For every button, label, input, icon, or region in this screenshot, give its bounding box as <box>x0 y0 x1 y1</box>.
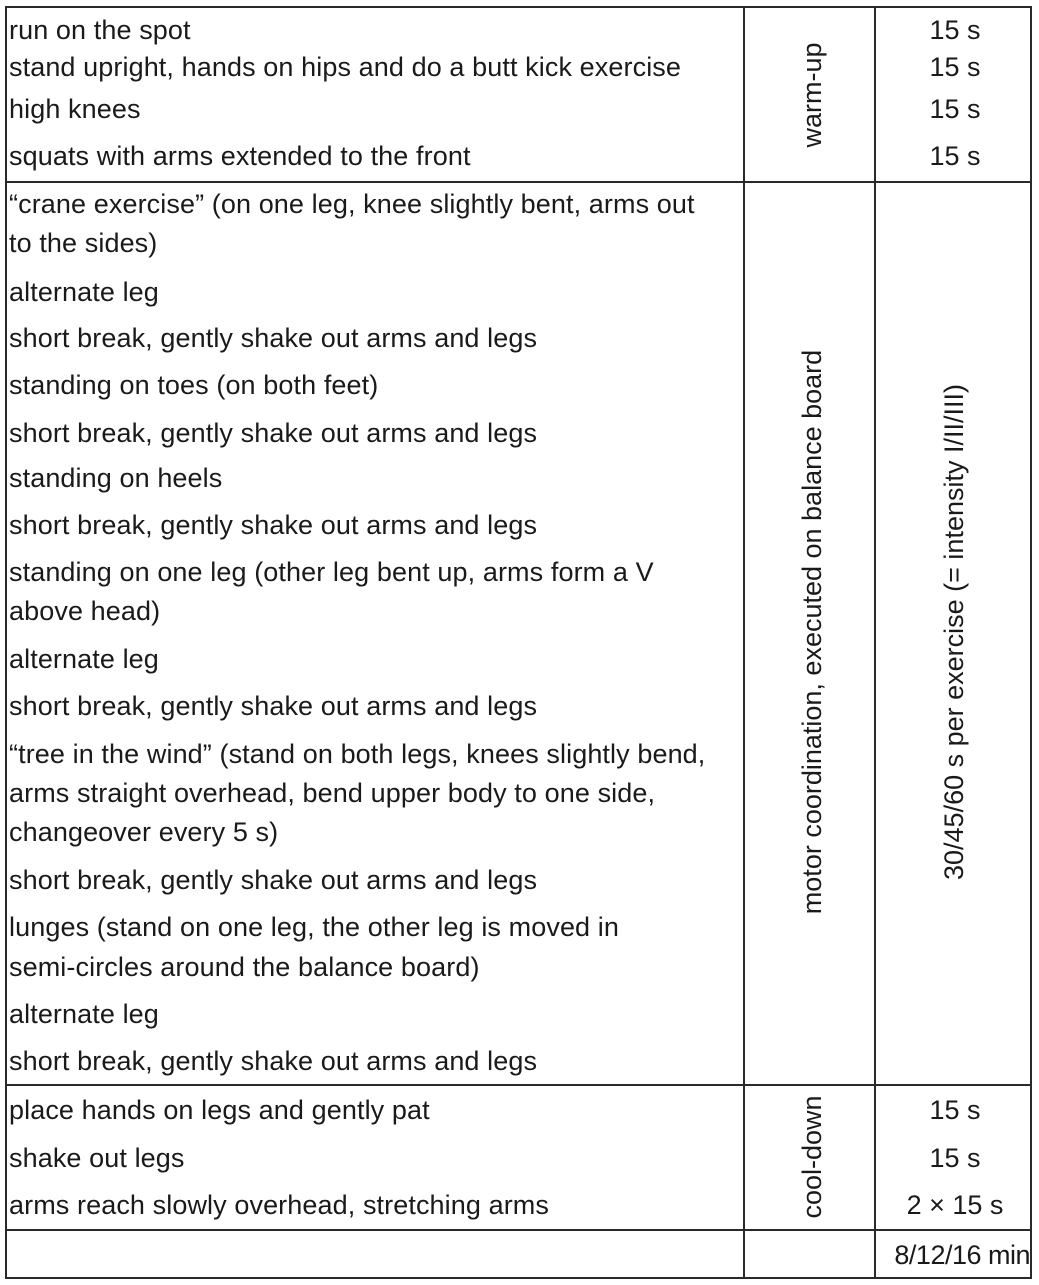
table-row-text: above head) <box>9 596 161 626</box>
table-row-text: short break, gently shake out arms and legs <box>9 510 538 540</box>
duration-label-main: 30/45/60 s per exercise (= intensity I/II/III) <box>939 384 969 880</box>
table-row-duration: 15 s <box>929 94 981 124</box>
table-border-right <box>1030 6 1032 1279</box>
table-row-duration: 15 s <box>929 1143 981 1173</box>
table-row-duration: 15 s <box>929 141 981 171</box>
table-row-text: short break, gently shake out arms and legs <box>9 418 538 448</box>
table-row-text: changeover every 5 s) <box>9 817 279 847</box>
column-divider-phase <box>743 6 745 1279</box>
exercise-table <box>5 6 1032 1279</box>
table-row-text: standing on one leg (other leg bent up, arms form a V <box>9 557 654 587</box>
table-row-text: alternate leg <box>9 277 159 307</box>
table-row-text: lunges (stand on one leg, the other leg is moved in <box>9 912 619 942</box>
table-row-text: short break, gently shake out arms and legs <box>9 323 538 353</box>
table-row-duration: 2 × 15 s <box>906 1190 1004 1220</box>
table-row-text: arms reach slowly overhead, stretching arms <box>9 1190 550 1220</box>
column-divider-duration <box>874 6 876 1279</box>
table-row-text: short break, gently shake out arms and legs <box>9 865 538 895</box>
table-row-text: to the sides) <box>9 228 158 258</box>
section-divider-main <box>5 1084 1032 1086</box>
section-divider-cooldown <box>5 1229 1032 1231</box>
table-row-text: run on the spot <box>9 15 191 45</box>
table-row-text: alternate leg <box>9 644 159 674</box>
table-row-text: arms straight overhead, bend upper body to one side, <box>9 778 656 808</box>
table-border-left <box>5 6 7 1279</box>
table-row-text: alternate leg <box>9 999 159 1029</box>
phase-label-cooldown: cool-down <box>797 1095 827 1219</box>
table-row-text: “crane exercise” (on one leg, knee slightly bent, arms out <box>9 189 695 219</box>
table-row-text: standing on heels <box>9 463 223 493</box>
table-row-text: shake out legs <box>9 1143 185 1173</box>
table-border-bottom <box>5 1277 1032 1279</box>
table-row-duration: 15 s <box>929 52 981 82</box>
table-row-duration: 15 s <box>929 15 981 45</box>
table-row-text: short break, gently shake out arms and legs <box>9 691 538 721</box>
table-row-text: semi-circles around the balance board) <box>9 952 480 982</box>
table-border-top <box>5 6 1032 8</box>
table-row-text: squats with arms extended to the front <box>9 141 471 171</box>
table-row-text: place hands on legs and gently pat <box>9 1095 430 1125</box>
table-row-text: standing on toes (on both feet) <box>9 370 379 400</box>
phase-label-warmup: warm-up <box>797 42 827 148</box>
total-duration: 8/12/16 min <box>894 1240 1030 1270</box>
table-row-text: “tree in the wind” (stand on both legs, knees slightly bend, <box>9 739 706 769</box>
section-divider-warmup <box>5 181 1032 183</box>
table-row-text: short break, gently shake out arms and legs <box>9 1046 538 1076</box>
table-row-duration: 15 s <box>929 1095 981 1125</box>
table-row-text: high knees <box>9 94 141 124</box>
phase-label-main: motor coordination, executed on balance board <box>797 349 827 915</box>
table-row-text: stand upright, hands on hips and do a butt kick exercise <box>9 52 682 82</box>
